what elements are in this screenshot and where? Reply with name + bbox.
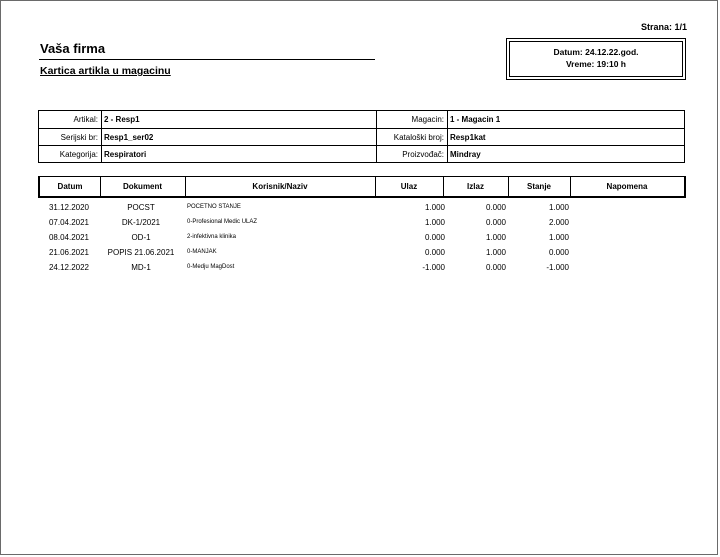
cell-datum: 07.04.2021 [48,218,90,227]
company-name: Vaša firma [40,41,106,56]
table-row [38,260,686,275]
info-row-kategorija [39,146,684,163]
cell-izlaz: 1.000 [485,233,506,242]
cell-ulaz: -1.000 [422,263,445,272]
cell-ulaz: 0.000 [424,233,445,242]
info-row-serijski [39,129,684,146]
cell-datum: 24.12.2022 [48,263,90,272]
cell-dokument: POPIS 21.06.2021 [107,248,175,257]
artikal-value: 2 - Resp1 [104,115,140,124]
cell-datum: 08.04.2021 [48,233,90,242]
page-number: Strana: 1/1 [641,22,688,32]
kataloski-label: Kataloški broj: [393,133,444,142]
table-row [38,230,686,245]
table-row [38,200,686,215]
article-info-grid [38,110,685,163]
cell-korisnik: 0-Profesional Medic ULAZ [187,219,258,225]
kategorija-value: Respiratori [104,150,147,159]
serijski-label: Serijski br: [60,133,98,142]
cell-izlaz: 0.000 [485,218,506,227]
table-header [38,176,686,198]
cell-datum: 31.12.2020 [48,203,90,212]
cell-stanje: 0.000 [548,248,569,257]
info-row-artikal [39,111,684,128]
cell-datum: 21.06.2021 [48,248,90,257]
cell-korisnik: 2-infektivna klinika [187,234,237,240]
title-divider [39,59,375,60]
print-date: Datum: 24.12.22.god. [553,47,639,57]
cell-stanje: 1.000 [548,203,569,212]
table-row [38,215,686,230]
date-time-box-inner [509,41,683,77]
cell-stanje: -1.000 [546,263,569,272]
table-row [38,245,686,260]
magacin-label: Magacin: [411,115,444,124]
report-title: Kartica artikla u magacinu [40,65,171,77]
cell-korisnik: 0-Medju MagDost [187,264,235,270]
cell-dokument: MD-1 [131,263,151,272]
cell-dokument: POCST [127,203,155,212]
artikal-label: Artikal: [73,115,98,124]
proizvodjac-label: Proizvođač: [402,150,444,159]
date-time-box [506,38,686,80]
magacin-value: 1 - Magacin 1 [450,115,501,124]
kategorija-label: Kategorija: [59,150,98,159]
col-izlaz: Izlaz [467,182,484,191]
cell-izlaz: 0.000 [485,263,506,272]
cell-korisnik: POCETNO STANJE [187,204,241,210]
cell-dokument: DK-1/2021 [121,218,161,227]
col-dokument: Dokument [122,182,163,191]
serijski-value: Resp1_ser02 [104,133,154,142]
cell-stanje: 2.000 [548,218,569,227]
cell-dokument: OD-1 [131,233,151,242]
cell-ulaz: 1.000 [424,203,445,212]
col-korisnik: Korisnik/Naziv [252,182,308,191]
print-time: Vreme: 19:10 h [565,59,626,69]
col-napomena: Napomena [606,182,648,191]
cell-korisnik: 0-MANJAK [187,249,217,255]
cell-izlaz: 0.000 [485,203,506,212]
kataloski-value: Resp1kat [450,133,486,142]
col-stanje: Stanje [526,182,551,191]
cell-izlaz: 1.000 [485,248,506,257]
col-ulaz: Ulaz [400,182,418,191]
cell-stanje: 1.000 [548,233,569,242]
cell-ulaz: 1.000 [424,218,445,227]
cell-ulaz: 0.000 [424,248,445,257]
proizvodjac-value: Mindray [450,150,481,159]
col-datum: Datum [57,182,83,191]
